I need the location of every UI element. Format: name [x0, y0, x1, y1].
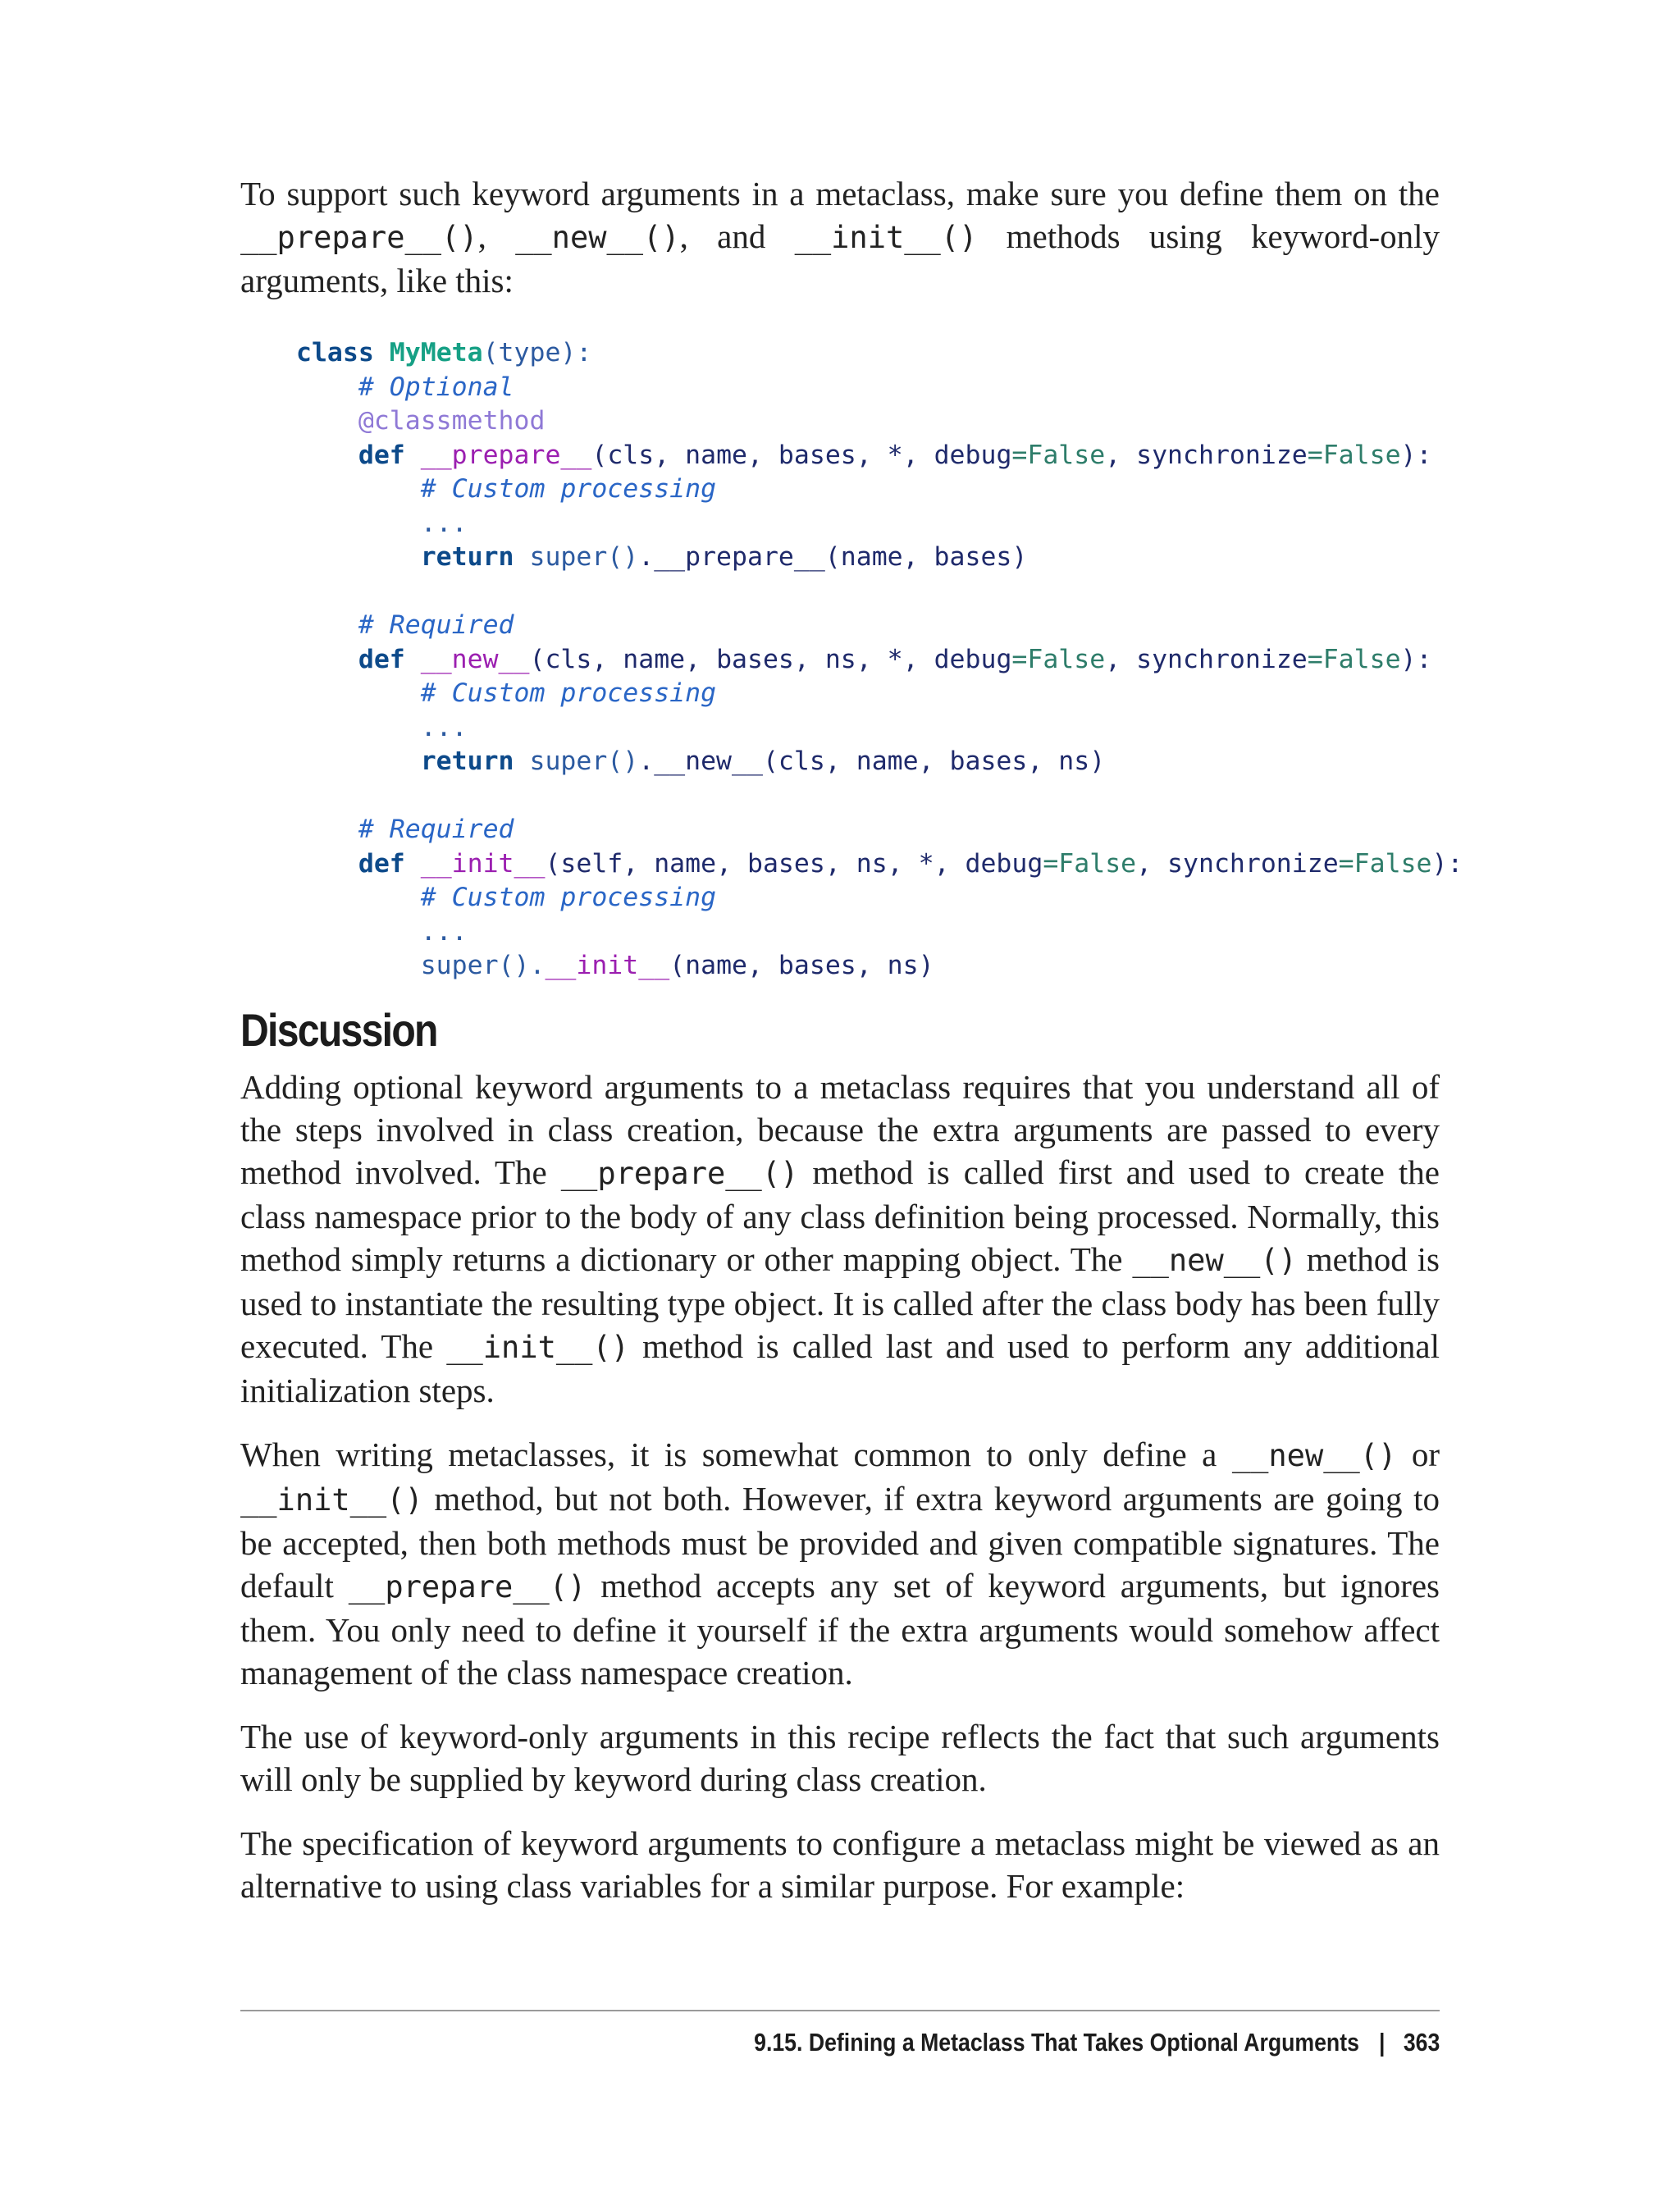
eq: = — [1011, 440, 1028, 470]
section-heading: Discussion — [240, 1003, 437, 1056]
false: False — [1354, 848, 1432, 879]
comment: # Custom processing — [420, 474, 717, 504]
text: methods using keyword-only arguments, like this: — [240, 217, 1440, 299]
fn: __init__ — [545, 951, 670, 980]
kw: def — [358, 440, 405, 470]
comment: # Custom processing — [420, 678, 717, 708]
code-line — [296, 336, 1440, 371]
kw: return — [420, 746, 514, 776]
code-line — [296, 881, 1440, 915]
fn: __prepare__ — [420, 440, 592, 470]
end: ): — [1431, 848, 1463, 879]
inline-code: __init__() — [240, 1481, 423, 1518]
discussion-paragraph-1 — [240, 1066, 1440, 1412]
eq: = — [1043, 848, 1059, 879]
inline-code: __prepare__() — [348, 1568, 587, 1605]
intro-paragraph — [240, 172, 1440, 302]
inline-code: __prepare__() — [240, 220, 478, 255]
code-line — [296, 609, 1440, 643]
rest: (name, bases, ns) — [669, 951, 934, 980]
comment: # Custom processing — [420, 883, 717, 912]
code-line — [296, 404, 1440, 439]
text: or — [1396, 1435, 1440, 1473]
builtin: super() — [420, 951, 530, 980]
end: ): — [1400, 440, 1432, 470]
inline-code: __new__() — [1132, 1242, 1297, 1278]
rest: (type): — [482, 338, 592, 368]
text: method, but not both. However, if extra keyword arguments are going to be accepted, then both methods must be provided and given compatible signatures. The default — [240, 1479, 1440, 1605]
args: (cls, name, bases, ns, *, debug — [529, 644, 1012, 674]
code-line — [296, 745, 1440, 779]
code-line — [296, 371, 1440, 405]
false: False — [1322, 644, 1401, 674]
text: When writing metaclasses, it is somewhat common to only define a — [240, 1435, 1232, 1473]
code-line — [296, 643, 1440, 678]
args: (cls, name, bases, *, debug — [591, 440, 1012, 470]
page-content — [240, 172, 1463, 1929]
ellipsis: ... — [420, 916, 468, 947]
fn: __new__ — [420, 644, 530, 674]
eq: = — [1338, 848, 1354, 879]
text: , — [477, 217, 516, 255]
false: False — [1027, 644, 1106, 674]
mid: , synchronize — [1136, 848, 1339, 879]
false: False — [1027, 440, 1106, 470]
fn: __init__ — [420, 848, 546, 879]
false: False — [1058, 848, 1137, 879]
ellipsis: ... — [420, 508, 468, 538]
code-line — [296, 541, 1440, 575]
inline-code: __init__() — [446, 1329, 629, 1365]
code-line — [296, 779, 1440, 814]
comment: # Optional — [358, 372, 514, 402]
code-line — [296, 439, 1440, 473]
text: method is called last and used to perform any additional initialization steps. — [240, 1326, 1440, 1409]
ellipsis: ... — [420, 712, 468, 742]
eq: = — [1011, 644, 1028, 674]
text: method is called first and used to create the class namespace prior to the body of any class definition being processed. Normally, this method simply returns a dictionary or other mapping object. The — [240, 1153, 1440, 1278]
inline-code: __init__() — [794, 220, 978, 255]
mid: , synchronize — [1105, 440, 1308, 470]
running-section-title: 9.15. Defining a Metaclass That Takes Optional Arguments — [753, 2028, 1359, 2057]
code-line — [296, 677, 1440, 711]
code-line — [296, 472, 1440, 507]
end: ): — [1400, 644, 1432, 674]
text: method accepts any set of keyword arguments, but ignores them. You only need to define it yourself if the extra arguments would somehow affect management of the class namespace creation. — [240, 1566, 1440, 1691]
inline-code: __new__() — [1231, 1437, 1397, 1473]
builtin: super() — [514, 542, 639, 572]
decorator: @classmethod — [358, 406, 546, 436]
code-line — [296, 915, 1440, 950]
builtin: super() — [514, 746, 639, 776]
footer-text — [754, 2028, 1440, 2057]
inline-code: __prepare__() — [560, 1155, 799, 1191]
code-line — [296, 813, 1440, 847]
discussion-paragraph-2 — [240, 1433, 1440, 1694]
class-name: MyMeta — [389, 338, 483, 368]
eq: = — [1307, 440, 1323, 470]
dot: . — [529, 951, 546, 980]
code-line — [296, 847, 1463, 882]
page-number: 363 — [1403, 2028, 1440, 2057]
kw: def — [358, 848, 405, 879]
false: False — [1322, 440, 1401, 470]
rest: .__new__(cls, name, bases, ns) — [638, 746, 1106, 776]
sp — [374, 338, 390, 368]
code-block — [296, 336, 1463, 984]
inline-code: __new__() — [515, 220, 680, 255]
text: method is used to instantiate the resulting type object. It is called after the class body has been fully executed. The — [240, 1239, 1440, 1365]
kw: def — [358, 644, 405, 674]
footer-separator: | — [1378, 2028, 1386, 2057]
kw: return — [420, 542, 514, 572]
kw: class — [296, 338, 374, 368]
code-line — [296, 711, 1440, 746]
text: Adding optional keyword arguments to a metaclass requires that you understand all of the steps involved in class creation, because the extra arguments are passed to every method involved. The — [240, 1067, 1440, 1191]
code-line — [296, 949, 1440, 984]
text: , and — [679, 217, 795, 255]
eq: = — [1307, 644, 1323, 674]
args: (self, name, bases, ns, *, debug — [545, 848, 1043, 879]
discussion-paragraph-4: The specification of keyword arguments to configure a metaclass might be viewed as an alternative to using class variables for a similar purpose. For example: — [240, 1824, 1440, 1905]
rest: .__prepare__(name, bases) — [638, 542, 1028, 572]
comment: # Required — [358, 610, 514, 640]
discussion-paragraph-3: The use of keyword-only arguments in this recipe reflects the fact that such arguments will only be supplied by keyword during class creation. — [240, 1717, 1440, 1798]
code-line — [296, 575, 1440, 609]
page-footer — [240, 2010, 1440, 2077]
code-line — [296, 507, 1440, 541]
mid: , synchronize — [1105, 644, 1308, 674]
comment: # Required — [358, 815, 514, 844]
text: To support such keyword arguments in a metaclass, make sure you define them on the — [240, 175, 1440, 212]
